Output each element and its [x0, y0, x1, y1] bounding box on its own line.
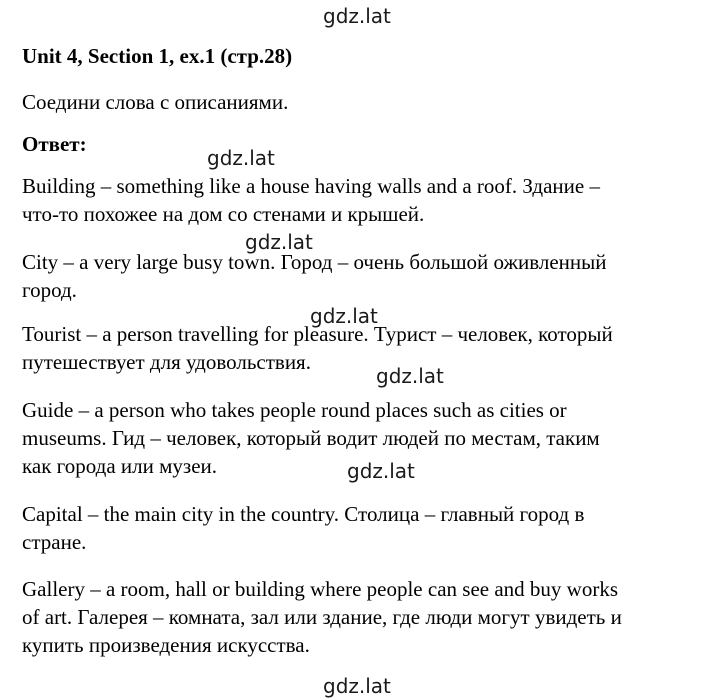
watermark: gdz.lat — [347, 459, 415, 483]
entry-line: Guide – a person who takes people round places such as cities or — [22, 398, 567, 422]
exercise-title: Unit 4, Section 1, ex.1 (стр.28) — [22, 44, 293, 68]
answer-label: Ответ: — [22, 132, 87, 156]
entry-line: стране. — [22, 530, 87, 554]
entry-line: of art. Галерея – комната, зал или здание, где люди могут увидеть и — [22, 605, 622, 629]
entry-line: путешествует для удовольствия. — [22, 350, 311, 374]
entry-gallery — [22, 575, 702, 659]
watermark: gdz.lat — [310, 304, 378, 328]
watermark: gdz.lat — [323, 4, 391, 28]
entry-line: город. — [22, 278, 77, 302]
entry-line: как города или музеи. — [22, 454, 217, 478]
watermark: gdz.lat — [376, 364, 444, 388]
entry-line: Tourist – a person travelling for pleasure. Турист – человек, который — [22, 322, 613, 346]
entry-line: museums. Гид – человек, который водит людей по местам, таким — [22, 426, 600, 450]
entry-guide — [22, 396, 702, 483]
entry-city — [22, 248, 702, 304]
watermark: gdz.lat — [207, 146, 275, 170]
entry-line: City – a very large busy town. Город – очень большой оживленный — [22, 250, 607, 274]
entry-capital — [22, 500, 702, 556]
instruction-text: Соедини слова с описаниями. — [22, 90, 289, 114]
watermark: gdz.lat — [323, 674, 391, 698]
entry-line: Gallery – a room, hall or building where people can see and buy works — [22, 577, 618, 601]
entry-line: что-то похожее на дом со стенами и крышей. — [22, 202, 425, 226]
entry-tourist — [22, 320, 702, 376]
entry-line: купить произведения искусства. — [22, 633, 310, 657]
entry-line: Capital – the main city in the country. Столица – главный город в — [22, 502, 585, 526]
watermark: gdz.lat — [245, 230, 313, 254]
entry-line: Building – something like a house having walls and a roof. Здание – — [22, 174, 600, 198]
entry-building — [22, 172, 702, 228]
